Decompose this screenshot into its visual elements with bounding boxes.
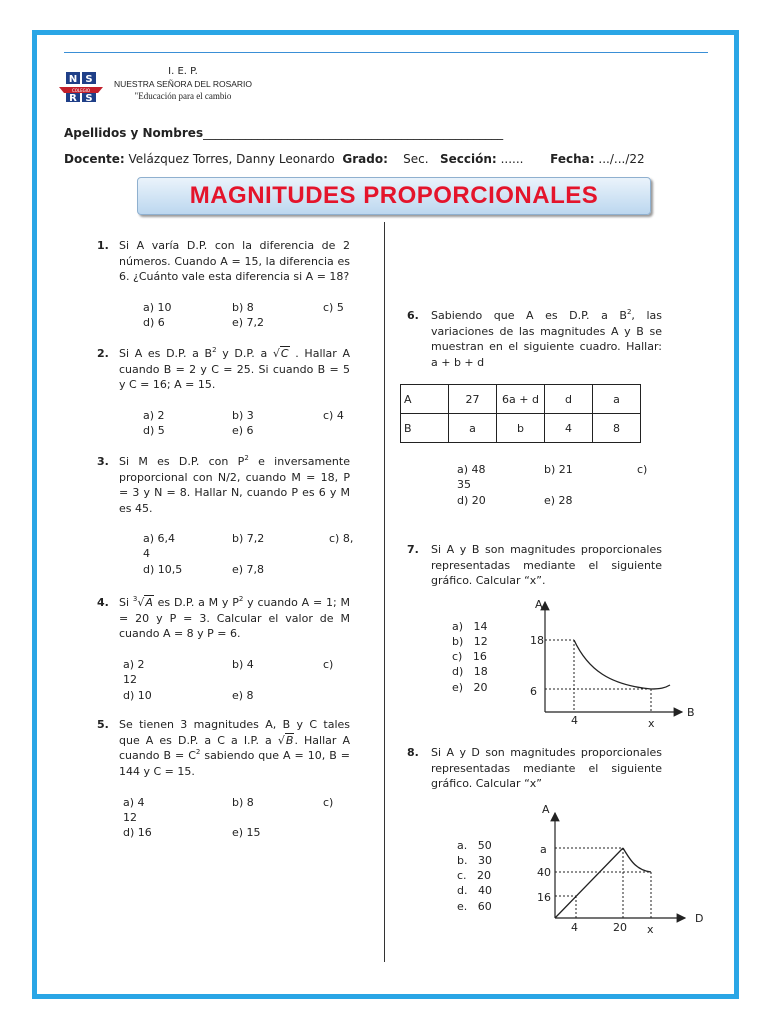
q3-text-2: e inversamente proporcional con N/2, cuando M = 18, P = 3 y N = 8. Hallar N, cuando P es 6 y M es 45. xyxy=(119,455,350,515)
title-banner xyxy=(137,177,651,215)
q3-option-c: c) 8, xyxy=(329,532,354,545)
q5-text-1: Se tienen 3 magnitudes A, B y C tales que A es D.P. a C a I.P. a xyxy=(119,718,350,747)
q4-root-value: A xyxy=(145,596,153,609)
q4-option-c-wrap: 12 xyxy=(123,673,137,686)
logo-letter-r: R xyxy=(69,93,77,104)
x-tick-4: 4 xyxy=(571,921,578,934)
logo-text: COLEGIO xyxy=(71,88,91,93)
section-label: Sección: xyxy=(440,152,497,166)
y-axis-label: A xyxy=(542,803,550,816)
school-motto: "Educación para el cambio xyxy=(134,91,232,101)
table-cell: a xyxy=(449,414,497,443)
q2-text-3: . Hallar A cuando B = 2 y C = 25. Si cuando B = 5 y C = 16; A = 15. xyxy=(119,347,351,391)
y-axis-label: A xyxy=(535,598,543,611)
school-info xyxy=(108,66,258,102)
q7-option-b: b) 12 xyxy=(452,635,488,648)
q2-option-e: e) 6 xyxy=(232,424,254,437)
q1-option-c: c) 5 xyxy=(323,301,344,314)
table-cell: b xyxy=(497,414,545,443)
q5-text-2: . Hallar A cuando B = C xyxy=(119,733,350,762)
q4-option-c: c) xyxy=(323,658,334,671)
q5-root: √B xyxy=(277,733,294,747)
q6-table-row-b xyxy=(401,414,641,443)
q2-option-b: b) 3 xyxy=(232,409,254,422)
q6-option-a: a) 48 xyxy=(457,463,486,476)
q8-option-d: d. 40 xyxy=(457,884,492,897)
q4-text-2: es D.P. a M y P xyxy=(153,596,239,609)
column-divider xyxy=(384,222,385,962)
y-tick-16: 16 xyxy=(537,891,551,904)
q2-text xyxy=(119,346,350,393)
name-line: __________________________________________________ xyxy=(203,126,504,140)
q5-option-e: e) 15 xyxy=(232,826,261,839)
q7-option-c: c) 16 xyxy=(452,650,487,663)
q8-option-b: b. 30 xyxy=(457,854,492,867)
q4-option-d: d) 10 xyxy=(123,689,152,702)
q6-option-e: e) 28 xyxy=(544,494,573,507)
hyperbola-curve xyxy=(574,640,670,689)
q3-text xyxy=(119,454,350,516)
q8-option-c: c. 20 xyxy=(457,869,492,882)
q7-text: Si A y B son magnitudes proporcionales representadas mediante el siguiente gráfico. Calcular “x”. xyxy=(431,543,662,587)
q5-option-a: a) 4 xyxy=(123,796,145,809)
y-tick-18: 18 xyxy=(530,634,544,647)
q3-option-c-wrap: 4 xyxy=(143,547,150,560)
table-cell: A xyxy=(401,385,449,414)
q7-option-d: d) 18 xyxy=(452,665,488,678)
section-value: ...... xyxy=(500,152,524,166)
q3-number: 3. xyxy=(97,455,109,468)
q6-option-d: d) 20 xyxy=(457,494,486,507)
q4-number: 4. xyxy=(97,596,109,609)
logo-letter-s2: S xyxy=(85,93,93,104)
q2-number: 2. xyxy=(97,347,109,360)
q5-text xyxy=(119,717,350,779)
q3-option-e: e) 7,8 xyxy=(232,563,265,576)
x-axis-label: D xyxy=(695,912,704,925)
table-cell: 8 xyxy=(593,414,641,443)
q3-text-1: Si M es D.P. con P xyxy=(119,455,245,468)
q1-number: 1. xyxy=(97,239,109,252)
q1-text: Si A varía D.P. con la diferencia de 2 números. Cuando A = 15, la diferencia es 6. ¿Cuánto vale esta diferencia si A = 18? xyxy=(119,239,350,283)
logo-letter-n: N xyxy=(68,74,78,85)
q6-option-c: c) xyxy=(637,463,648,476)
q1-option-d: d) 6 xyxy=(143,316,165,329)
q5-text-3: sabiendo que A = 10, B = 144 y C = 15. xyxy=(119,749,350,778)
header-rule xyxy=(64,52,708,53)
q3-exponent: 2 xyxy=(244,454,249,462)
grade-value: Sec. xyxy=(403,152,429,166)
q8-text: Si A y D son magnitudes proporcionales representadas mediante el siguiente gráfico. Calcular “x” xyxy=(431,746,662,790)
table-cell: 6a + d xyxy=(497,385,545,414)
x-tick-x: x xyxy=(647,923,654,936)
q2-option-d: d) 5 xyxy=(143,424,165,437)
q8-number: 8. xyxy=(407,746,419,759)
teacher-row xyxy=(64,152,645,166)
x-tick-x: x xyxy=(648,717,655,730)
q4-text-3: y cuando A = 1; M = 20 y P = 3. Calcular el valor de M cuando A = 8 y P = 6. xyxy=(119,596,350,640)
hyperbola-segment xyxy=(623,848,651,872)
table-cell: 27 xyxy=(449,385,497,414)
q6-text xyxy=(431,308,662,370)
q6-option-b: b) 21 xyxy=(544,463,573,476)
teacher-name: Velázquez Torres, Danny Leonardo xyxy=(128,152,335,166)
date-value: .../.../22 xyxy=(598,152,645,166)
q5-root-value: B xyxy=(285,733,294,747)
table-cell: 4 xyxy=(545,414,593,443)
q6-table xyxy=(400,384,641,443)
q2-root-value: C xyxy=(280,347,289,360)
linear-segment xyxy=(555,848,623,918)
school-type: I. E. P. xyxy=(168,66,198,77)
q1-option-a: a) 10 xyxy=(143,301,172,314)
table-cell: d xyxy=(545,385,593,414)
q6-table-row-a xyxy=(401,385,641,414)
school-logo xyxy=(58,70,104,104)
q4-option-a: a) 2 xyxy=(123,658,145,671)
y-tick-6: 6 xyxy=(530,685,537,698)
teacher-label: Docente: xyxy=(64,152,125,166)
q8-option-a: a. 50 xyxy=(457,839,492,852)
q7-option-e: e) 20 xyxy=(452,681,488,694)
q4-text xyxy=(119,595,350,642)
q2-text-2: y D.P. a xyxy=(216,347,273,360)
q3-option-d: d) 10,5 xyxy=(143,563,183,576)
school-name: NUESTRA SEÑORA DEL ROSARIO xyxy=(113,79,253,89)
q8-option-e: e. 60 xyxy=(457,900,492,913)
q6-number: 6. xyxy=(407,309,419,322)
q5-option-c-wrap: 12 xyxy=(123,811,137,824)
q4-exponent: 2 xyxy=(238,595,244,603)
q4-text-1: Si xyxy=(119,596,133,609)
q4-option-e: e) 8 xyxy=(232,689,254,702)
table-cell: a xyxy=(593,385,641,414)
q4-option-b: b) 4 xyxy=(232,658,254,671)
q6-exponent: 2 xyxy=(626,308,632,316)
q6-text-2: , las variaciones de las magnitudes A y B se muestran en el siguiente cuadro. Hallar: a + b + d xyxy=(431,309,662,369)
grade-label: Grado: xyxy=(342,152,388,166)
q8-graph xyxy=(520,798,710,938)
q7-number: 7. xyxy=(407,543,419,556)
y-tick-40: 40 xyxy=(537,866,551,879)
q2-text-1: Si A es D.P. a B xyxy=(119,347,213,360)
q5-number: 5. xyxy=(97,718,109,731)
q6-text-1: Sabiendo que A es D.P. a B xyxy=(431,309,627,322)
q7-graph xyxy=(510,592,706,732)
q5-exponent: 2 xyxy=(195,748,201,756)
q4-cube-root: $^3$√A xyxy=(132,595,153,609)
q2-option-c: c) 4 xyxy=(323,409,344,422)
x-tick-4: 4 xyxy=(571,714,578,727)
date-label: Fecha: xyxy=(550,152,595,166)
name-label: Apellidos y Nombres xyxy=(64,126,204,140)
q3-option-a: a) 6,4 xyxy=(143,532,176,545)
y-tick-a: a xyxy=(540,843,547,856)
q5-option-d: d) 16 xyxy=(123,826,152,839)
logo-letter-s: S xyxy=(85,74,93,85)
q1-option-b: b) 8 xyxy=(232,301,254,314)
page-title: MAGNITUDES PROPORCIONALES xyxy=(189,182,599,209)
q5-option-c: c) xyxy=(323,796,334,809)
q4-root-index: 3 xyxy=(132,595,138,603)
x-tick-20: 20 xyxy=(613,921,627,934)
q2-root: √C xyxy=(272,347,289,360)
q1-option-e: e) 7,2 xyxy=(232,316,265,329)
q2-option-a: a) 2 xyxy=(143,409,165,422)
q6-option-c-wrap: 35 xyxy=(457,478,471,491)
q2-exponent: 2 xyxy=(212,346,217,354)
q3-option-b: b) 7,2 xyxy=(232,532,265,545)
q5-option-b: b) 8 xyxy=(232,796,254,809)
table-cell: B xyxy=(401,414,449,443)
student-name-row xyxy=(64,126,503,140)
x-axis-label: B xyxy=(687,706,695,719)
q7-option-a: a) 14 xyxy=(452,620,488,633)
